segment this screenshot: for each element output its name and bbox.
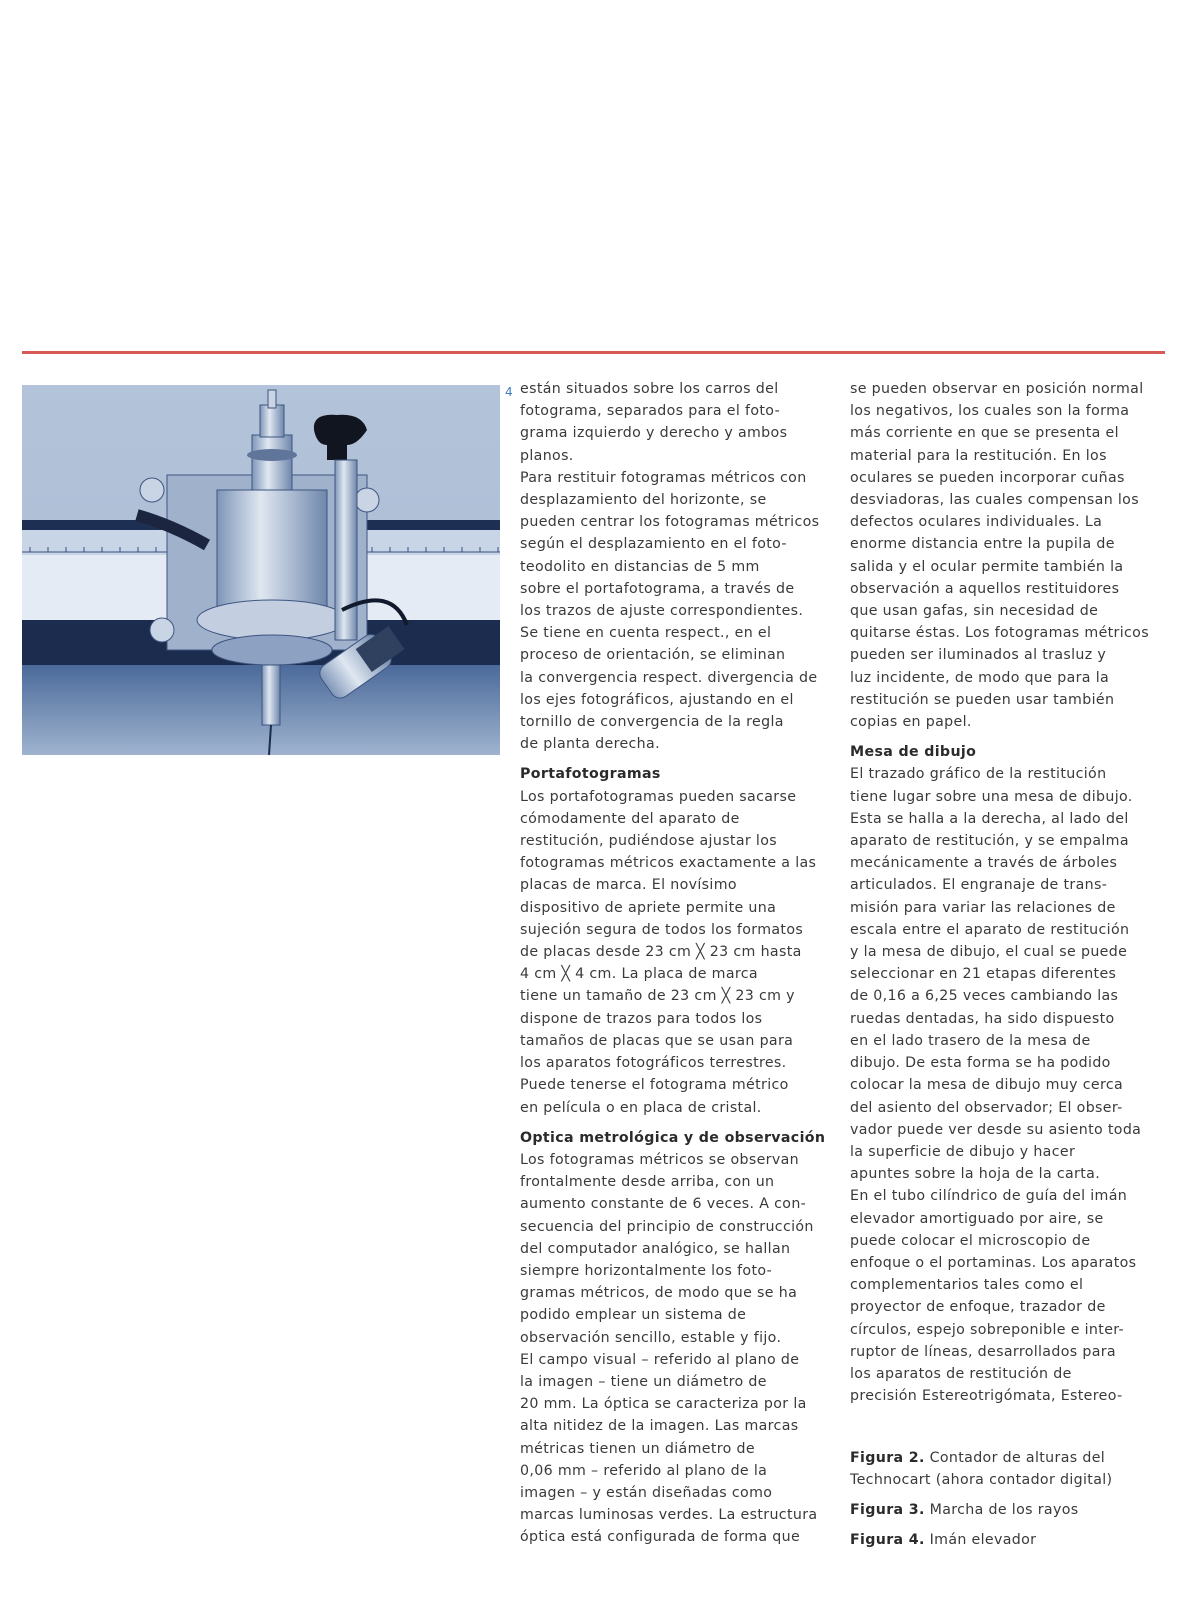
text-line: ruedas dentadas, ha sido dispuesto [850, 1010, 1115, 1027]
text-line: más corriente en que se presenta el [850, 425, 1119, 442]
text-line: complementarios tales como el [850, 1277, 1084, 1294]
text-line: frontalmente desde arriba, con un [520, 1174, 775, 1191]
text-line: El trazado gráfico de la restitución [850, 766, 1107, 783]
left-text-column [520, 378, 845, 1549]
text-line: Para restituir fotogramas métricos con [520, 469, 807, 486]
text-line: la superficie de dibujo y hacer [850, 1143, 1076, 1160]
text-line: ruptor de líneas, desarrollados para [850, 1343, 1116, 1360]
red-divider-rule [22, 351, 1165, 354]
text-line: enfoque o el portaminas. Los aparatos [850, 1254, 1137, 1271]
text-line: sobre el portafotograma, a través de [520, 580, 795, 597]
paragraph-optica [520, 1149, 845, 1549]
caption-text: Contador de alturas del Technocart (ahora contador digital) [850, 1450, 1113, 1488]
heading-mesa-de-dibujo: Mesa de dibujo [850, 744, 977, 761]
text-line: fotogramas métricos exactamente a las [520, 855, 817, 872]
text-line: imagen – y están diseñadas como [520, 1484, 773, 1501]
caption-figura-2 [850, 1447, 1170, 1491]
text-line: restitución se pueden usar también [850, 691, 1115, 708]
text-line: desplazamiento del horizonte, se [520, 492, 767, 509]
text-line: tamaños de placas que se usan para [520, 1032, 794, 1049]
text-line: la convergencia respect. divergencia de [520, 669, 818, 686]
text-line: siempre horizontalmente los foto- [520, 1262, 773, 1279]
text-line: se pueden observar en posición normal [850, 381, 1144, 397]
text-line: dispositivo de apriete permite una [520, 899, 777, 916]
text-line: según el desplazamiento en el foto- [520, 536, 787, 553]
text-line: Los fotogramas métricos se observan [520, 1151, 799, 1168]
figure-marker: 4 [505, 385, 513, 399]
text-line: los aparatos de restitución de [850, 1365, 1072, 1382]
text-line: sujeción segura de todos los formatos [520, 921, 804, 938]
text-line: planos. [520, 447, 574, 464]
text-line: apuntes sobre la hoja de la carta. [850, 1166, 1101, 1183]
paragraph-mesa-de-dibujo [850, 763, 1175, 1407]
text-line: luz incidente, de modo que para la [850, 669, 1110, 686]
text-line: cómodamente del aparato de [520, 810, 740, 827]
text-line: articulados. El engranaje de trans- [850, 877, 1108, 894]
caption-figura-3 [850, 1499, 1170, 1521]
text-line: 0,06 mm – referido al plano de la [520, 1462, 768, 1479]
text-line: mecánicamente a través de árboles [850, 855, 1118, 872]
caption-label: Figura 3. [850, 1502, 925, 1518]
text-line: defectos oculares individuales. La [850, 514, 1103, 531]
text-line: los trazos de ajuste correspondientes. [520, 603, 804, 620]
text-line: métricas tienen un diámetro de [520, 1440, 755, 1457]
text-line: pueden centrar los fotogramas métricos [520, 514, 820, 531]
text-line: marcas luminosas verdes. La estructura [520, 1507, 818, 1524]
heading-portafotogramas: Portafotogramas [520, 766, 661, 783]
text-line: tornillo de convergencia de la regla [520, 714, 784, 731]
text-line: aumento constante de 6 veces. A con- [520, 1196, 807, 1213]
right-text-column [850, 378, 1175, 1407]
text-line: observación a aquellos restituidores [850, 580, 1120, 597]
caption-label: Figura 4. [850, 1532, 925, 1548]
text-line: y la mesa de dibujo, el cual se puede [850, 944, 1128, 961]
text-line: enorme distancia entre la pupila de [850, 536, 1115, 553]
text-line: dibujo. De esta forma se ha podido [850, 1055, 1111, 1072]
caption-figura-4 [850, 1529, 1170, 1551]
text-line: tiene lugar sobre una mesa de dibujo. [850, 788, 1133, 805]
text-line: de 0,16 a 6,25 veces cambiando las [850, 988, 1119, 1005]
text-line: salida y el ocular permite también la [850, 558, 1124, 575]
text-line: restitución, pudiéndose ajustar los [520, 833, 777, 850]
text-line: dispone de trazos para todos los [520, 1010, 763, 1027]
text-line: la imagen – tiene un diámetro de [520, 1373, 767, 1390]
text-line: Los portafotogramas pueden sacarse [520, 788, 797, 805]
text-line: tiene un tamaño de 23 cm ╳ 23 cm y [520, 988, 795, 1005]
text-line: en el lado trasero de la mesa de [850, 1032, 1091, 1049]
text-line: puede colocar el microscopio de [850, 1232, 1091, 1249]
text-line: escala entre el aparato de restitución [850, 921, 1130, 938]
text-line: proyector de enfoque, trazador de [850, 1299, 1106, 1316]
paragraph-continued [850, 378, 1175, 733]
text-line: alta nitidez de la imagen. Las marcas [520, 1418, 799, 1435]
text-line: de planta derecha. [520, 736, 660, 753]
text-line: vador puede ver desde su asiento toda [850, 1121, 1142, 1138]
photogrammetric-plotter-head-photo-icon [22, 385, 500, 755]
caption-label: Figura 2. [850, 1450, 925, 1466]
text-line: precisión Estereotrigómata, Estereo- [850, 1388, 1123, 1405]
text-line: en película o en placa de cristal. [520, 1099, 762, 1116]
text-line: los ejes fotográficos, ajustando en el [520, 691, 794, 708]
text-line: El campo visual – referido al plano de [520, 1351, 800, 1368]
paragraph-portafotogramas [520, 786, 845, 1119]
text-line: Esta se halla a la derecha, al lado del [850, 810, 1129, 827]
text-line: óptica está configurada de forma que [520, 1529, 801, 1546]
text-line: misión para variar las relaciones de [850, 899, 1116, 916]
text-line: material para la restitución. En los [850, 447, 1107, 464]
text-line: Se tiene en cuenta respect., en el [520, 625, 772, 642]
text-line: aparato de restitución, y se empalma [850, 833, 1129, 850]
text-line: del asiento del observador; El obser- [850, 1099, 1123, 1116]
text-line: círculos, espejo sobreponible e inter- [850, 1321, 1125, 1338]
caption-text: Imán elevador [929, 1532, 1037, 1548]
text-line: los negativos, los cuales son la forma [850, 403, 1130, 420]
text-line: pueden ser iluminados al trasluz y [850, 647, 1107, 664]
text-line: oculares se pueden incorporar cuñas [850, 469, 1125, 486]
text-line: los aparatos fotográficos terrestres. [520, 1055, 787, 1072]
text-line: observación sencillo, estable y fijo. [520, 1329, 782, 1346]
text-line: seleccionar en 21 etapas diferentes [850, 966, 1117, 983]
text-line: quitarse éstas. Los fotogramas métricos [850, 625, 1149, 642]
heading-optica: Optica metrológica y de observación [520, 1129, 826, 1146]
text-line: copias en papel. [850, 714, 972, 731]
text-line: del computador analógico, se hallan [520, 1240, 791, 1257]
text-line: de placas desde 23 cm ╳ 23 cm hasta [520, 944, 802, 961]
text-line: grama izquierdo y derecho y ambos [520, 425, 788, 442]
text-line: 20 mm. La óptica se caracteriza por la [520, 1396, 807, 1413]
figure-4-photo [22, 385, 500, 755]
text-line: 4 cm ╳ 4 cm. La placa de marca [520, 966, 758, 983]
figure-captions [850, 1447, 1170, 1559]
text-line: están situados sobre los carros del [520, 381, 779, 397]
text-line: Puede tenerse el fotograma métrico [520, 1077, 789, 1094]
text-line: podido emplear un sistema de [520, 1307, 747, 1324]
text-line: elevador amortiguado por aire, se [850, 1210, 1104, 1227]
text-line: gramas métricos, de modo que se ha [520, 1285, 798, 1302]
text-line: teodolito en distancias de 5 mm [520, 558, 760, 575]
text-line: placas de marca. El novísimo [520, 877, 737, 894]
caption-text: Marcha de los rayos [929, 1502, 1079, 1518]
text-line: colocar la mesa de dibujo muy cerca [850, 1077, 1124, 1094]
text-line: En el tubo cilíndrico de guía del imán [850, 1188, 1128, 1205]
text-line: desviadoras, las cuales compensan los [850, 492, 1139, 509]
text-line: secuencia del principio de construcción [520, 1218, 814, 1235]
text-line: proceso de orientación, se eliminan [520, 647, 786, 664]
paragraph-intro [520, 378, 845, 755]
text-line: fotograma, separados para el foto- [520, 403, 781, 420]
text-line: que usan gafas, sin necesidad de [850, 603, 1099, 620]
